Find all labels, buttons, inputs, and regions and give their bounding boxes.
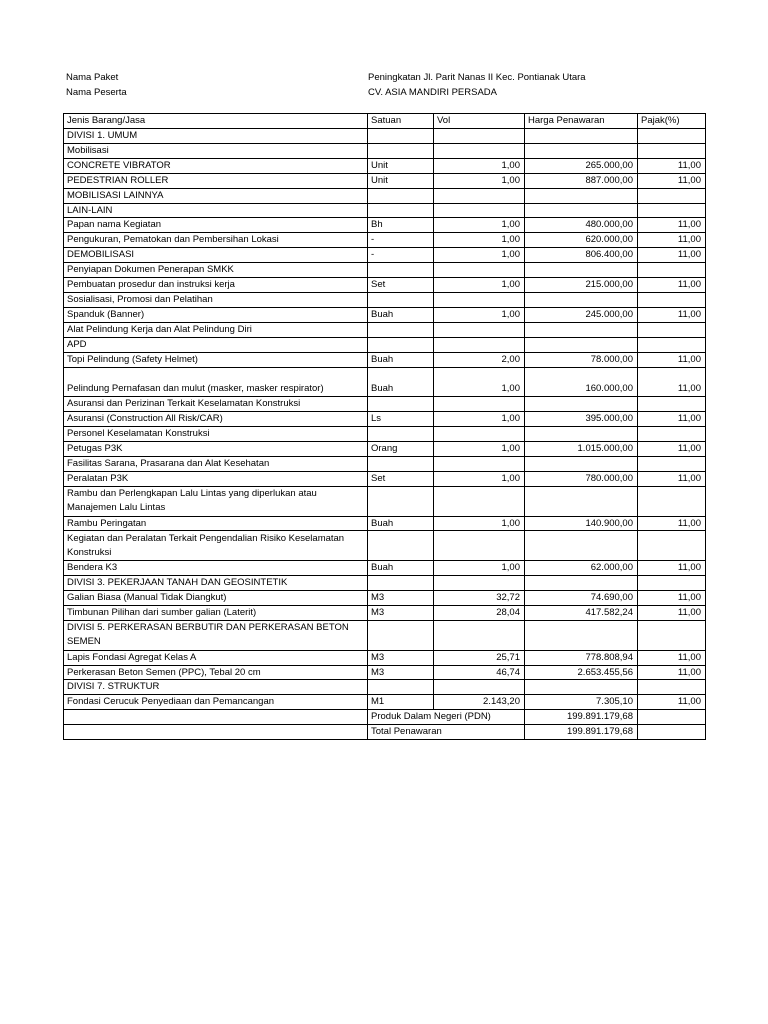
table-row (64, 412, 706, 427)
item-pajak-cell (638, 427, 706, 442)
item-pajak-cell (638, 531, 706, 561)
item-satuan-cell: M3 (368, 665, 434, 680)
item-name-cell: Fasilitas Sarana, Prasarana dan Alat Kesehatan (64, 456, 368, 471)
item-satuan-cell (368, 292, 434, 307)
item-pajak-cell (638, 397, 706, 412)
item-satuan-cell: Buah (368, 561, 434, 576)
item-harga-cell: 1.015.000,00 (525, 442, 638, 457)
table-row (64, 263, 706, 278)
item-harga-cell (525, 427, 638, 442)
table-row (64, 576, 706, 591)
item-satuan-cell: M3 (368, 605, 434, 620)
item-vol-cell: 1,00 (434, 218, 525, 233)
item-pajak-cell (638, 263, 706, 278)
item-harga-cell (525, 337, 638, 352)
nama-peserta-row (66, 85, 586, 100)
table-row (64, 143, 706, 158)
item-name-cell: CONCRETE VIBRATOR (64, 158, 368, 173)
document-header (66, 70, 586, 100)
item-vol-cell (434, 322, 525, 337)
header-pajak: Pajak(%) (638, 114, 706, 129)
table-row (64, 695, 706, 710)
table-row (64, 427, 706, 442)
item-vol-cell: 1,00 (434, 158, 525, 173)
summary-value: 199.891.179,68 (525, 725, 638, 740)
item-name-cell: Pelindung Pernafasan dan mulut (masker, masker respirator) (64, 367, 368, 397)
item-harga-cell: 140.900,00 (525, 516, 638, 531)
item-vol-cell (434, 531, 525, 561)
item-harga-cell: 778.808,94 (525, 650, 638, 665)
item-name-cell: DIVISI 3. PEKERJAAN TANAH DAN GEOSINTETIK (64, 576, 368, 591)
item-vol-cell (434, 263, 525, 278)
item-vol-cell (434, 397, 525, 412)
item-pajak-cell (638, 292, 706, 307)
item-satuan-cell (368, 456, 434, 471)
item-satuan-cell (368, 680, 434, 695)
item-vol-cell: 1,00 (434, 367, 525, 397)
header-jenis: Jenis Barang/Jasa (64, 114, 368, 129)
item-vol-cell (434, 143, 525, 158)
item-satuan-cell (368, 263, 434, 278)
item-vol-cell: 1,00 (434, 307, 525, 322)
item-pajak-cell (638, 188, 706, 203)
item-name-cell: DIVISI 7. STRUKTUR (64, 680, 368, 695)
item-vol-cell: 1,00 (434, 173, 525, 188)
nama-paket-row (66, 70, 586, 85)
item-vol-cell: 1,00 (434, 278, 525, 293)
item-satuan-cell: Set (368, 471, 434, 486)
nama-peserta-label: Nama Peserta (66, 87, 127, 98)
item-harga-cell: 887.000,00 (525, 173, 638, 188)
item-name-cell: Pembuatan prosedur dan instruksi kerja (64, 278, 368, 293)
item-vol-cell (434, 576, 525, 591)
table-row (64, 203, 706, 218)
item-satuan-cell (368, 486, 434, 516)
summary-blank-cell (64, 710, 368, 725)
item-pajak-cell (638, 143, 706, 158)
item-satuan-cell: - (368, 248, 434, 263)
item-vol-cell: 28,04 (434, 605, 525, 620)
item-satuan-cell: - (368, 233, 434, 248)
item-name-cell: Papan nama Kegiatan (64, 218, 368, 233)
item-name-cell: Fondasi Cerucuk Penyediaan dan Pemancangan (64, 695, 368, 710)
offer-table (63, 113, 706, 740)
table-row (64, 605, 706, 620)
item-harga-cell: 160.000,00 (525, 367, 638, 397)
item-pajak-cell: 11,00 (638, 695, 706, 710)
item-name-cell: Mobilisasi (64, 143, 368, 158)
item-satuan-cell (368, 576, 434, 591)
item-name-cell: Sosialisasi, Promosi dan Pelatihan (64, 292, 368, 307)
item-vol-cell: 2,00 (434, 352, 525, 367)
item-harga-cell (525, 531, 638, 561)
item-vol-cell (434, 456, 525, 471)
item-name-cell: Rambu dan Perlengkapan Lalu Lintas yang diperlukan atau Manajemen Lalu Lintas (64, 486, 368, 516)
summary-row (64, 710, 706, 725)
item-satuan-cell (368, 203, 434, 218)
item-harga-cell (525, 322, 638, 337)
table-row (64, 367, 706, 397)
item-satuan-cell: Set (368, 278, 434, 293)
item-harga-cell: 7.305,10 (525, 695, 638, 710)
item-satuan-cell: Buah (368, 307, 434, 322)
item-satuan-cell: Buah (368, 367, 434, 397)
item-pajak-cell: 11,00 (638, 442, 706, 457)
table-row (64, 486, 706, 516)
item-pajak-cell: 11,00 (638, 650, 706, 665)
table-row (64, 173, 706, 188)
item-vol-cell: 25,71 (434, 650, 525, 665)
table-row (64, 248, 706, 263)
table-row (64, 307, 706, 322)
item-satuan-cell (368, 427, 434, 442)
item-satuan-cell: M1 (368, 695, 434, 710)
item-vol-cell: 1,00 (434, 561, 525, 576)
item-pajak-cell (638, 576, 706, 591)
item-vol-cell: 1,00 (434, 471, 525, 486)
item-pajak-cell: 11,00 (638, 605, 706, 620)
item-pajak-cell: 11,00 (638, 248, 706, 263)
item-harga-cell (525, 456, 638, 471)
item-vol-cell: 1,00 (434, 233, 525, 248)
item-vol-cell (434, 188, 525, 203)
table-row (64, 158, 706, 173)
item-pajak-cell: 11,00 (638, 561, 706, 576)
table-row (64, 397, 706, 412)
item-pajak-cell (638, 486, 706, 516)
item-name-cell: LAIN-LAIN (64, 203, 368, 218)
item-pajak-cell (638, 322, 706, 337)
item-pajak-cell: 11,00 (638, 471, 706, 486)
item-satuan-cell (368, 397, 434, 412)
item-harga-cell: 806.400,00 (525, 248, 638, 263)
item-vol-cell (434, 680, 525, 695)
header-satuan: Satuan (368, 114, 434, 129)
item-name-cell: Galian Biasa (Manual Tidak Diangkut) (64, 591, 368, 606)
item-pajak-cell: 11,00 (638, 591, 706, 606)
offer-table-body (64, 114, 706, 740)
item-harga-cell (525, 292, 638, 307)
item-satuan-cell: Unit (368, 173, 434, 188)
table-row (64, 680, 706, 695)
item-satuan-cell (368, 322, 434, 337)
item-satuan-cell: Ls (368, 412, 434, 427)
item-name-cell: Bendera K3 (64, 561, 368, 576)
item-satuan-cell (368, 143, 434, 158)
item-satuan-cell (368, 531, 434, 561)
item-vol-cell: 1,00 (434, 442, 525, 457)
item-vol-cell (434, 427, 525, 442)
item-pajak-cell (638, 680, 706, 695)
item-harga-cell: 2.653.455,56 (525, 665, 638, 680)
item-pajak-cell (638, 337, 706, 352)
item-satuan-cell: Buah (368, 516, 434, 531)
item-satuan-cell (368, 337, 434, 352)
item-pajak-cell: 11,00 (638, 352, 706, 367)
item-pajak-cell: 11,00 (638, 218, 706, 233)
item-harga-cell: 395.000,00 (525, 412, 638, 427)
item-vol-cell: 1,00 (434, 516, 525, 531)
table-row (64, 650, 706, 665)
table-row (64, 337, 706, 352)
item-name-cell: Personel Keselamatan Konstruksi (64, 427, 368, 442)
item-satuan-cell (368, 129, 434, 144)
item-satuan-cell: Unit (368, 158, 434, 173)
item-name-cell: Peralatan P3K (64, 471, 368, 486)
item-name-cell: Topi Pelindung (Safety Helmet) (64, 352, 368, 367)
item-name-cell: Rambu Peringatan (64, 516, 368, 531)
item-harga-cell: 620.000,00 (525, 233, 638, 248)
table-row (64, 188, 706, 203)
table-row (64, 352, 706, 367)
item-vol-cell (434, 337, 525, 352)
item-harga-cell: 78.000,00 (525, 352, 638, 367)
item-harga-cell (525, 263, 638, 278)
item-name-cell: DEMOBILISASI (64, 248, 368, 263)
item-harga-cell (525, 188, 638, 203)
item-pajak-cell: 11,00 (638, 233, 706, 248)
item-harga-cell: 417.582,24 (525, 605, 638, 620)
item-name-cell: Timbunan Pilihan dari sumber galian (Laterit) (64, 605, 368, 620)
summary-value: 199.891.179,68 (525, 710, 638, 725)
item-pajak-cell: 11,00 (638, 367, 706, 397)
table-row (64, 442, 706, 457)
summary-row (64, 725, 706, 740)
item-harga-cell: 480.000,00 (525, 218, 638, 233)
item-harga-cell (525, 129, 638, 144)
item-vol-cell (434, 292, 525, 307)
item-vol-cell (434, 620, 525, 650)
table-row (64, 665, 706, 680)
item-name-cell: Pengukuran, Pematokan dan Pembersihan Lokasi (64, 233, 368, 248)
item-name-cell: APD (64, 337, 368, 352)
table-row (64, 591, 706, 606)
item-name-cell: Asuransi dan Perizinan Terkait Keselamatan Konstruksi (64, 397, 368, 412)
nama-paket-value: Peningkatan Jl. Parit Nanas II Kec. Pontianak Utara (368, 72, 586, 83)
table-row (64, 292, 706, 307)
item-pajak-cell: 11,00 (638, 307, 706, 322)
item-satuan-cell: M3 (368, 591, 434, 606)
item-pajak-cell (638, 456, 706, 471)
item-harga-cell (525, 486, 638, 516)
table-row (64, 278, 706, 293)
item-satuan-cell: Orang (368, 442, 434, 457)
header-vol: Vol (434, 114, 525, 129)
item-vol-cell: 1,00 (434, 248, 525, 263)
item-name-cell: DIVISI 1. UMUM (64, 129, 368, 144)
item-name-cell: Alat Pelindung Kerja dan Alat Pelindung Diri (64, 322, 368, 337)
summary-blank-cell (638, 710, 706, 725)
item-pajak-cell (638, 620, 706, 650)
item-harga-cell (525, 203, 638, 218)
table-row (64, 531, 706, 561)
table-row (64, 620, 706, 650)
item-name-cell: Petugas P3K (64, 442, 368, 457)
table-row (64, 561, 706, 576)
summary-blank-cell (638, 725, 706, 740)
table-row (64, 322, 706, 337)
item-harga-cell: 215.000,00 (525, 278, 638, 293)
table-row (64, 456, 706, 471)
item-satuan-cell (368, 620, 434, 650)
item-harga-cell: 74.690,00 (525, 591, 638, 606)
item-pajak-cell (638, 203, 706, 218)
item-vol-cell: 32,72 (434, 591, 525, 606)
item-harga-cell (525, 397, 638, 412)
table-header-row (64, 114, 706, 129)
table-row (64, 218, 706, 233)
nama-paket-label: Nama Paket (66, 72, 119, 83)
item-satuan-cell: Buah (368, 352, 434, 367)
item-pajak-cell: 11,00 (638, 412, 706, 427)
item-pajak-cell: 11,00 (638, 516, 706, 531)
item-vol-cell: 46,74 (434, 665, 525, 680)
item-pajak-cell: 11,00 (638, 158, 706, 173)
item-name-cell: Penyiapan Dokumen Penerapan SMKK (64, 263, 368, 278)
item-vol-cell (434, 486, 525, 516)
item-name-cell: MOBILISASI LAINNYA (64, 188, 368, 203)
item-satuan-cell: M3 (368, 650, 434, 665)
item-satuan-cell: Bh (368, 218, 434, 233)
item-name-cell: Perkerasan Beton Semen (PPC), Tebal 20 cm (64, 665, 368, 680)
item-name-cell: Asuransi (Construction All Risk/CAR) (64, 412, 368, 427)
item-pajak-cell: 11,00 (638, 665, 706, 680)
table-row (64, 516, 706, 531)
item-harga-cell: 245.000,00 (525, 307, 638, 322)
item-pajak-cell: 11,00 (638, 173, 706, 188)
summary-label: Total Penawaran (368, 725, 525, 740)
item-vol-cell (434, 129, 525, 144)
item-vol-cell: 2.143,20 (434, 695, 525, 710)
table-row (64, 233, 706, 248)
summary-label: Produk Dalam Negeri (PDN) (368, 710, 525, 725)
item-harga-cell (525, 620, 638, 650)
item-harga-cell: 265.000,00 (525, 158, 638, 173)
item-name-cell: PEDESTRIAN ROLLER (64, 173, 368, 188)
item-vol-cell: 1,00 (434, 412, 525, 427)
item-harga-cell: 780.000,00 (525, 471, 638, 486)
item-harga-cell (525, 680, 638, 695)
item-harga-cell (525, 143, 638, 158)
item-vol-cell (434, 203, 525, 218)
table-row (64, 471, 706, 486)
header-harga: Harga Penawaran (525, 114, 638, 129)
item-harga-cell (525, 576, 638, 591)
item-name-cell: Spanduk (Banner) (64, 307, 368, 322)
item-pajak-cell (638, 129, 706, 144)
item-pajak-cell: 11,00 (638, 278, 706, 293)
summary-blank-cell (64, 725, 368, 740)
item-satuan-cell (368, 188, 434, 203)
item-harga-cell: 62.000,00 (525, 561, 638, 576)
item-name-cell: Kegiatan dan Peralatan Terkait Pengendalian Risiko Keselamatan Konstruksi (64, 531, 368, 561)
item-name-cell: Lapis Fondasi Agregat Kelas A (64, 650, 368, 665)
nama-peserta-value: CV. ASIA MANDIRI PERSADA (368, 87, 497, 98)
table-row (64, 129, 706, 144)
item-name-cell: DIVISI 5. PERKERASAN BERBUTIR DAN PERKERASAN BETON SEMEN (64, 620, 368, 650)
